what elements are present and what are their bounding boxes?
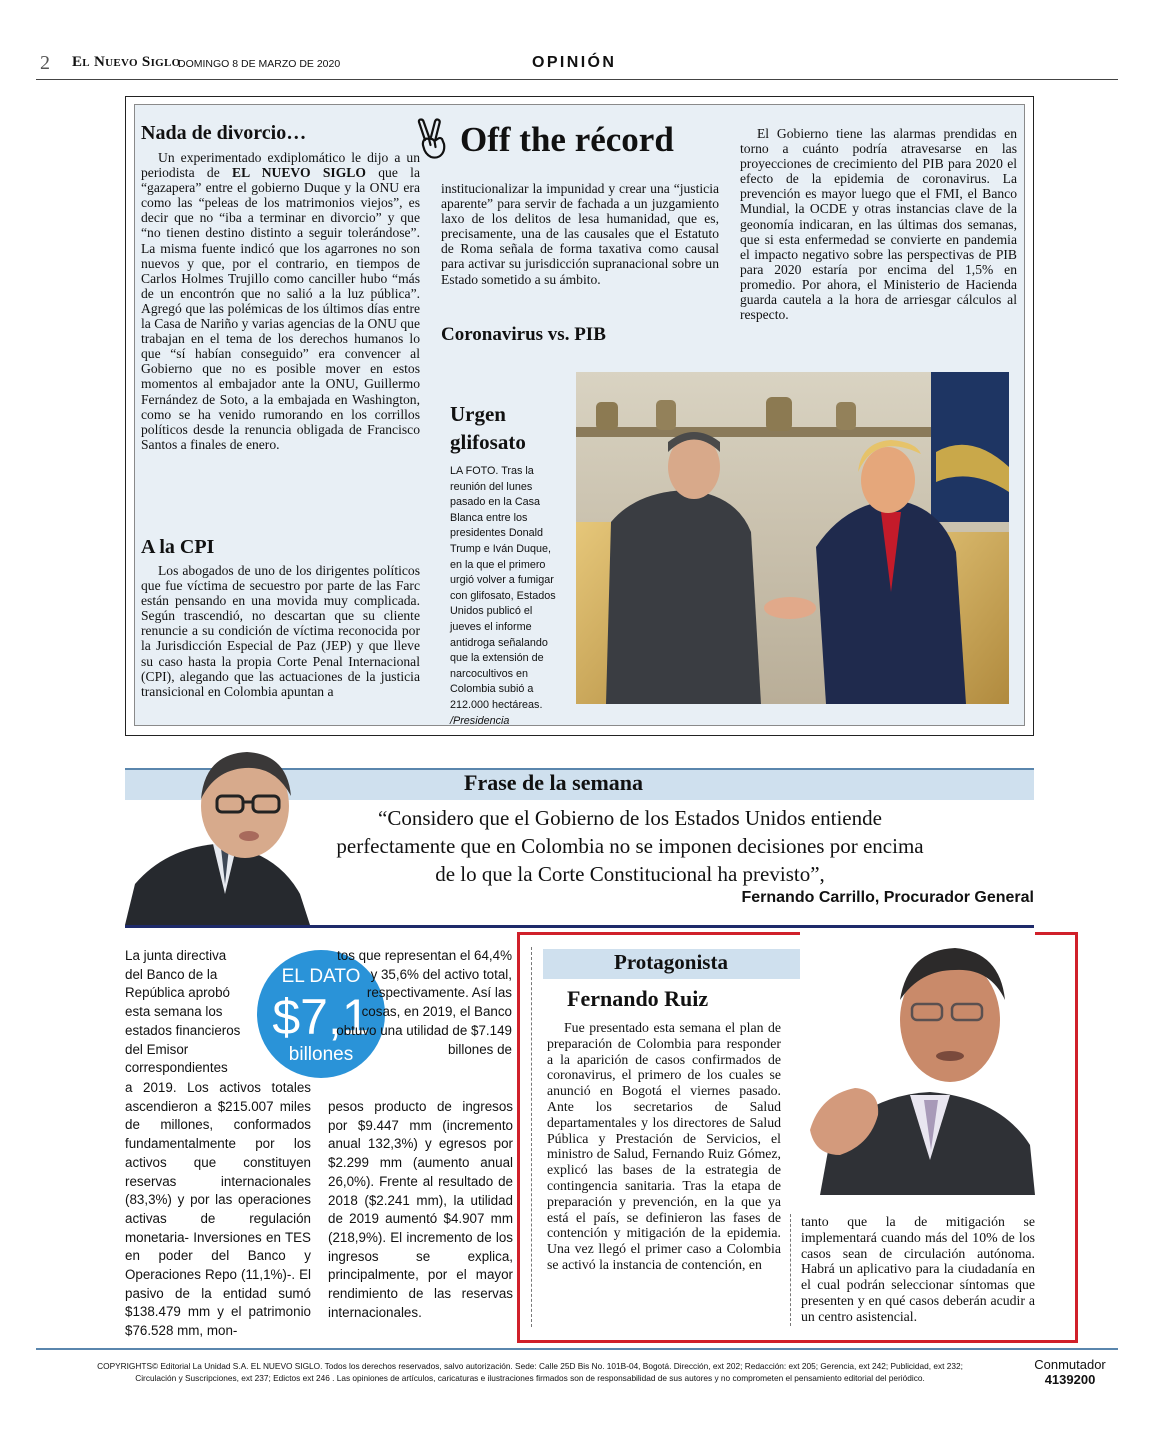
- coronavirus-heading: Coronavirus vs. PIB: [441, 324, 606, 345]
- frase-quote: “Considero que el Gobierno de los Estados Unidos entiende perfectamente que en Colombia no se imponen decisiones por encima de lo que la Corte Constitucional ha previsto”,: [336, 806, 924, 886]
- divorcio-paper-name: EL NUEVO SIGLO: [232, 165, 366, 181]
- caption-text: LA FOTO. Tras la reunión del lunes pasado en la Casa Blanca entre los presidentes Donald Trump e Iván Duque, en la que el primero urgió volver a fumigar con glifosato, Estados Unidos publicó el jueves el informe antidroga señalando que la extensión de narcocultivos en Colombia subió a 212.000 hectáreas.: [450, 465, 556, 711]
- frase-author: Fernando Carrillo, Procurador General: [741, 889, 1034, 906]
- footer-copyright: [60, 1360, 1000, 1384]
- divorcio-text: [141, 150, 420, 452]
- el-dato-text-b-top: tos que representan el 64,4% y 35,6% del activo total, respectivamente. Así las cosas, en 2019, el Banco obtuvo una utilidad de $7.149 billones de: [336, 948, 512, 1057]
- protagonista-text-col2: tanto que la de mitigación se implementará cuando más del 10% de los casos sean de circulación autónoma. Habrá un aplicativo para la ciudadanía en el cual podrán seleccionar síntomas que presenten y en qué casos deberán acudir a un centro asistencial.: [801, 1214, 1035, 1324]
- divorcio-text-end: que la “gazapera” entre el gobierno Duque y la ONU era como las “peleas de los matrimonios viejos”, es decir que no “iba a terminar en divorcio” y que “no tienen destino distinto a seguir tolerándose”. La misma fuente indicó que los agarrones no son nuevos y que, por el contrario, en tiempos de Carlos Holmes Trujillo como canciller hubo “más de un encontrón que no salió a la luz pública”. Agregó que las polémicas de los últimos días entre la Casa de Nariño y varias agencias de la ONU que trabajan en el tema de los derechos humanos lo que “sí habían conseguido” era convencer al Gobierno que no es posible mover en estos momentos al embajador ante la ONU, Guillermo Fernández de Soto, a la embajada en Washington, como se ha venido rumorando en los corrillos políticos desde la renuncia obligada de Francisco Santos a finales de enero.: [141, 165, 420, 452]
- page-number: 2: [40, 52, 50, 74]
- protagonista-text-col1: [547, 1020, 781, 1273]
- carrillo-portrait: [125, 744, 335, 925]
- el-dato-amount: $7,1: [272, 989, 370, 1045]
- divorcio-text-start: Un experimentado exdiplomático le dijo a un periodista de: [141, 150, 420, 181]
- el-dato-text-a-top: La junta directiva del Banco de la República aprobó esta semana los estados financieros del Emisor correspondientes: [125, 948, 241, 1076]
- frase-title: Frase de la semana: [464, 770, 644, 795]
- photo-caption: [450, 464, 563, 729]
- paper-name: El Nuevo Siglo: [72, 54, 181, 70]
- el-dato-label: EL DATO: [281, 966, 361, 987]
- issue-date: DOMINGO 8 DE MARZO DE 2020: [178, 58, 341, 70]
- protagonista-title: Protagonista: [614, 950, 728, 974]
- off-the-record-title: Off the récord: [460, 120, 674, 159]
- cpi-text: Los abogados de uno de los dirigentes políticos que fue víctima de secuestro por parte de las Farc están pensando en una movida muy complicada. Según trascendió, no descartan que su cliente renuncie a su condición de víctima reconocida por la Jurisdicción Especial de Paz (JEP) y que lleve su caso hasta la propia Corte Penal Internacional (CPI), alegando que las actuaciones de la justicia transicional en Colombia apuntan a: [141, 563, 420, 699]
- cpi-heading: A la CPI: [141, 536, 215, 558]
- footer-line-1: COPYRIGHTS© Editorial La Unidad S.A. EL NUEVO SIGLO. Todos los derechos reservados, salvo autorización. Sede: Calle 25D Bis No. 101B-04, Bogotá. Dirección, ext 202; Redacción: ext 205; Gerencia, ext 242; Publicidad, ext 232;: [97, 1361, 963, 1371]
- frase-bottom-rule: [125, 925, 1034, 928]
- el-dato-unit: billones: [288, 1044, 354, 1065]
- white-house-meeting-photo: [576, 372, 1009, 704]
- coronavirus-text: El Gobierno tiene las alarmas prendidas en torno a cuánto podría atravesarse en las proyecciones de crecimiento del PIB para 2020 el efecto de la epidemia de coronavirus. La prevención es mayor luego que el FMI, el Banco Mundial, la OCDE y otras instancias clave de la geonomía indicaran, en las últimas dos semanas, que si esta enfermedad se convierte en pandemia el impacto negativo sobre las perspectivas de PIB para 2020 estaría por encima del 1,5% en promedio. Por ahora, el Ministerio de Hacienda guarda cautela a la hora de arriesgar cálculos al respecto.: [740, 126, 1017, 323]
- photo-credit: /Presidencia: [450, 714, 510, 727]
- switchboard-number: 4139200: [1044, 1372, 1096, 1387]
- protagonista-text-col1-body: Fue presentado esta semana el plan de preparación de Colombia para responder a la aparición de casos confirmados de coronavirus, el primero de los cuales se anunció en Bogotá el viernes pasado. Ante los secretarios de Salud departamentales y los directores de Salud Pública y Prestación de Servicios, el ministro de Salud, Fernando Ruiz Gómez, explicó las bases de la estrategia de contingencia sanitaria. Tras la etapa de preparación y prevención, en la que ya está el país, se definieron las fases de contención y mitigación de la epidemia. Una vez llegó el primer caso a Colombia se activó la instancia de contención, en: [547, 1020, 781, 1272]
- ruiz-portrait: [800, 930, 1035, 1195]
- cpi-continuation-text: institucionalizar la impunidad y crear una “justicia aparente” para servir de fachada a un juzgamiento laxo de los delitos de lesa humanidad, que es, precisamente, una de las causales que el Estatuto de Roma señala de forma taxativa como causal para activar su jurisdicción supranacional sobre un Estado sometido a su ámbito.: [441, 181, 719, 287]
- el-dato-text-b-bottom: pesos producto de ingresos por $9.447 mm (incremento anual 132,3%) y egresos por $2.299 mm (aumento anual 26,0%). Frente al resultado de 2018 ($2.241 mm), la utilidad de 2019 aumentó $4.907 mm (218,9%). El incremento de los ingresos se explica, principalmente, por el mayor rendimiento de las reservas internacionales.: [328, 1099, 513, 1320]
- header-rule: [36, 79, 1118, 80]
- protagonista-left-rule: [531, 947, 532, 1327]
- section-title: OPINIÓN: [532, 54, 617, 71]
- protagonista-name: Fernando Ruiz: [567, 986, 709, 1011]
- footer-switchboard: [1030, 1357, 1110, 1387]
- divorcio-heading: Nada de divorcio…: [141, 122, 307, 144]
- footer-rule: [36, 1348, 1118, 1350]
- switchboard-label: Conmutador: [1034, 1357, 1106, 1372]
- protagonista-column-rule: [790, 1214, 791, 1326]
- el-dato-text-a-bottom: a 2019. Los activos totales ascendieron a $215.007 miles de millones, conformados fundamentalmente por los activos que constituyen reservas internacionales (83,3%) y por las operaciones activas de regulación monetaria- Inversiones en TES en poder del Banco y Operaciones Repo (11,1%)-. El pasivo de la entidad sumó $138.479 mm y el patrimonio $76.528 mm, mon-: [125, 1080, 311, 1339]
- glifosato-heading: Urgen glifosato: [450, 402, 526, 454]
- footer-line-2: Circulación y Suscripciones, ext 237; Edictos ext 246 . Las opiniones de artículos, caricaturas e ilustraciones firmados son de responsabilidad de sus autores y no comprometen el pensamiento editorial del periódico.: [135, 1373, 925, 1383]
